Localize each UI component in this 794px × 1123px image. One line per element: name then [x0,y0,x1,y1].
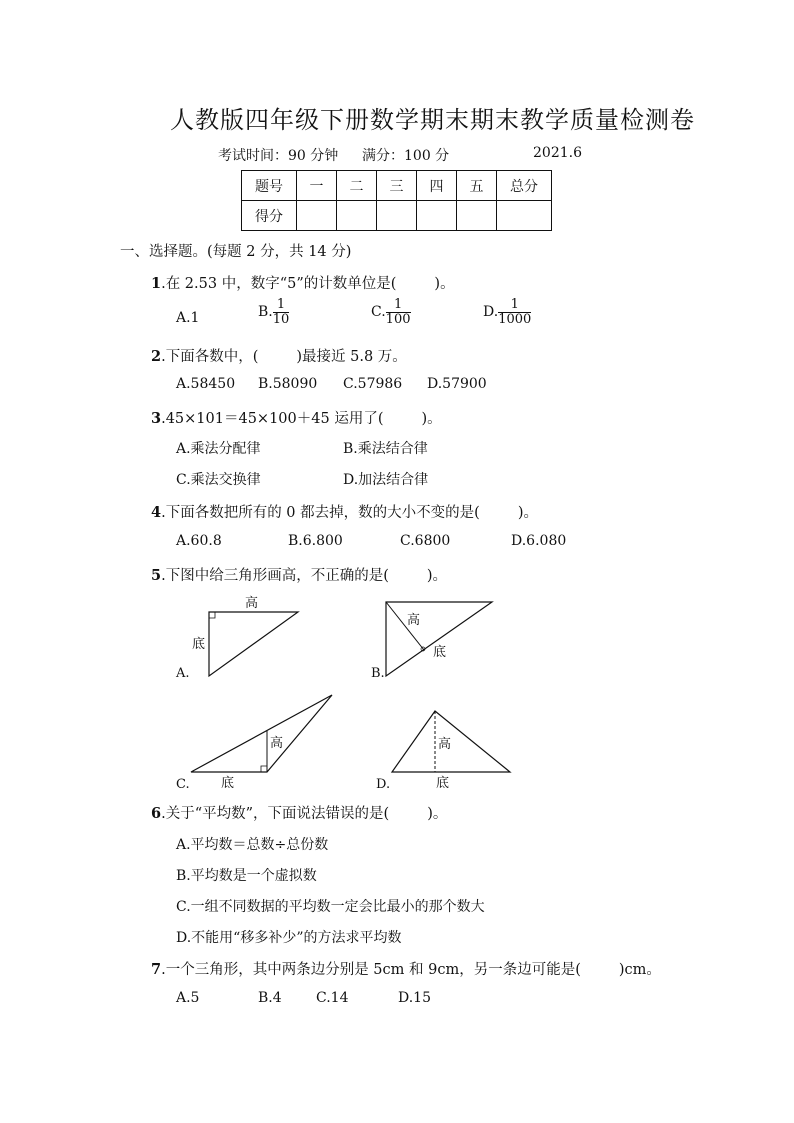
question-text-end: )cm。 [618,962,661,978]
base-label: 底 [433,645,447,660]
question-number: 6 [151,805,162,822]
figure-label-c: C. [176,777,190,792]
base-label: 底 [221,776,235,791]
question-text-end: )。 [434,276,455,292]
question-text: .下图中给三角形画高，不正确的是( [161,568,389,584]
exam-time: 考试时间：90 分钟 [218,148,339,164]
triangle-figure-c[interactable] [176,695,332,792]
q2-option-b[interactable]: B.58090 [258,376,318,392]
q6-option-a[interactable]: A.平均数＝总数÷总份数 [176,837,329,853]
option-label: D. [483,304,499,321]
question-7 [151,958,661,979]
question-text-end: )。 [517,505,538,521]
q3-option-c[interactable]: C.乘法交换律 [176,472,261,488]
option-label: B. [258,304,273,321]
q2-option-d[interactable]: D.57900 [427,376,487,392]
question-number: 2 [151,348,162,365]
question-number: 4 [151,504,162,521]
question-text: .下面各数把所有的 0 都去掉，数的大小不变的是( [161,505,480,521]
page-title: 人教版四年级下册数学期末期末教学质量检测卷 [170,106,695,134]
height-label: 高 [438,737,452,752]
q4-option-a[interactable]: A.60.8 [176,533,222,549]
base-label: 底 [436,776,450,791]
q2-option-c[interactable]: C.57986 [343,376,403,392]
figure-label-a: A. [176,666,190,681]
question-number: 1 [151,275,162,292]
q6-option-b[interactable]: B.平均数是一个虚拟数 [176,868,317,884]
triangle-figure-a[interactable] [175,595,298,681]
q1-option-a[interactable]: A.1 [176,310,200,326]
score-header-cell: 总分 [497,171,552,201]
question-text-end: )。 [427,806,448,822]
right-angle-mark [209,612,215,618]
question-text-end: )最接近 5.8 万。 [296,349,407,365]
triangle-shape [386,602,492,676]
triangle-figure-b[interactable] [371,602,492,681]
numerator: 1 [273,298,290,313]
height-label: 高 [245,596,259,611]
question-text: .一个三角形，其中两条边分别是 5cm 和 9cm，另一条边可能是( [161,962,581,978]
right-angle-mark [261,766,267,772]
denominator: 10 [272,311,290,327]
triangle-figure-d[interactable] [376,711,510,792]
height-label: 高 [407,613,421,628]
score-header-cell: 一 [297,171,337,201]
q7-option-b[interactable]: B.4 [258,990,282,1006]
score-header-cell: 四 [417,171,457,201]
score-header-cell: 三 [377,171,417,201]
question-number: 5 [151,567,162,584]
q4-option-d[interactable]: D.6.080 [511,533,567,549]
question-number: 7 [151,961,162,978]
full-score: 满分：100 分 [362,148,450,164]
score-row-label: 得分 [242,201,297,231]
q6-option-d[interactable]: D.不能用“移多补少”的方法求平均数 [176,930,402,946]
figure-label-b: B. [371,666,385,681]
question-text: .在 2.53 中，数字“5”的计数单位是( [161,276,397,292]
option-label: C. [371,304,386,321]
question-text: .关于“平均数”，下面说法错误的是( [161,806,390,822]
denominator: 1000 [498,311,532,327]
q7-option-d[interactable]: D.15 [398,990,431,1006]
score-header-cell: 二 [337,171,377,201]
question-number: 3 [151,410,162,427]
q3-option-b[interactable]: B.乘法结合律 [343,441,428,457]
question-text-end: )。 [426,568,448,584]
numerator: 1 [498,298,531,313]
q2-option-a[interactable]: A.58450 [176,376,236,392]
question-text: .45×101＝45×100＋45 运用了( [161,411,384,427]
q3-option-a[interactable]: A.乘法分配律 [176,441,261,457]
q3-option-d[interactable]: D.加法结合律 [343,472,429,488]
triangle-shape [209,612,298,676]
q4-option-b[interactable]: B.6.800 [288,533,343,549]
question-text: .下面各数中，( [161,349,259,365]
triangle-shape [191,695,332,772]
section-heading: 一、选择题。(每题 2 分，共 14 分) [120,244,352,260]
q4-option-c[interactable]: C.6800 [400,533,451,549]
figure-label-d: D. [376,777,391,792]
q7-option-c[interactable]: C.14 [316,990,349,1006]
score-header-cell: 五 [457,171,497,201]
q7-option-a[interactable]: A.5 [176,990,200,1006]
question-text-end: )。 [421,411,442,427]
denominator: 100 [385,311,411,327]
exam-date: 2021.6 [533,145,582,161]
numerator: 1 [386,298,411,313]
question-6 [151,802,447,823]
score-header-cell: 题号 [242,171,297,201]
height-label: 高 [270,736,284,751]
q6-option-c[interactable]: C.一组不同数据的平均数一定会比最小的那个数大 [176,899,485,915]
base-label: 底 [192,637,206,652]
